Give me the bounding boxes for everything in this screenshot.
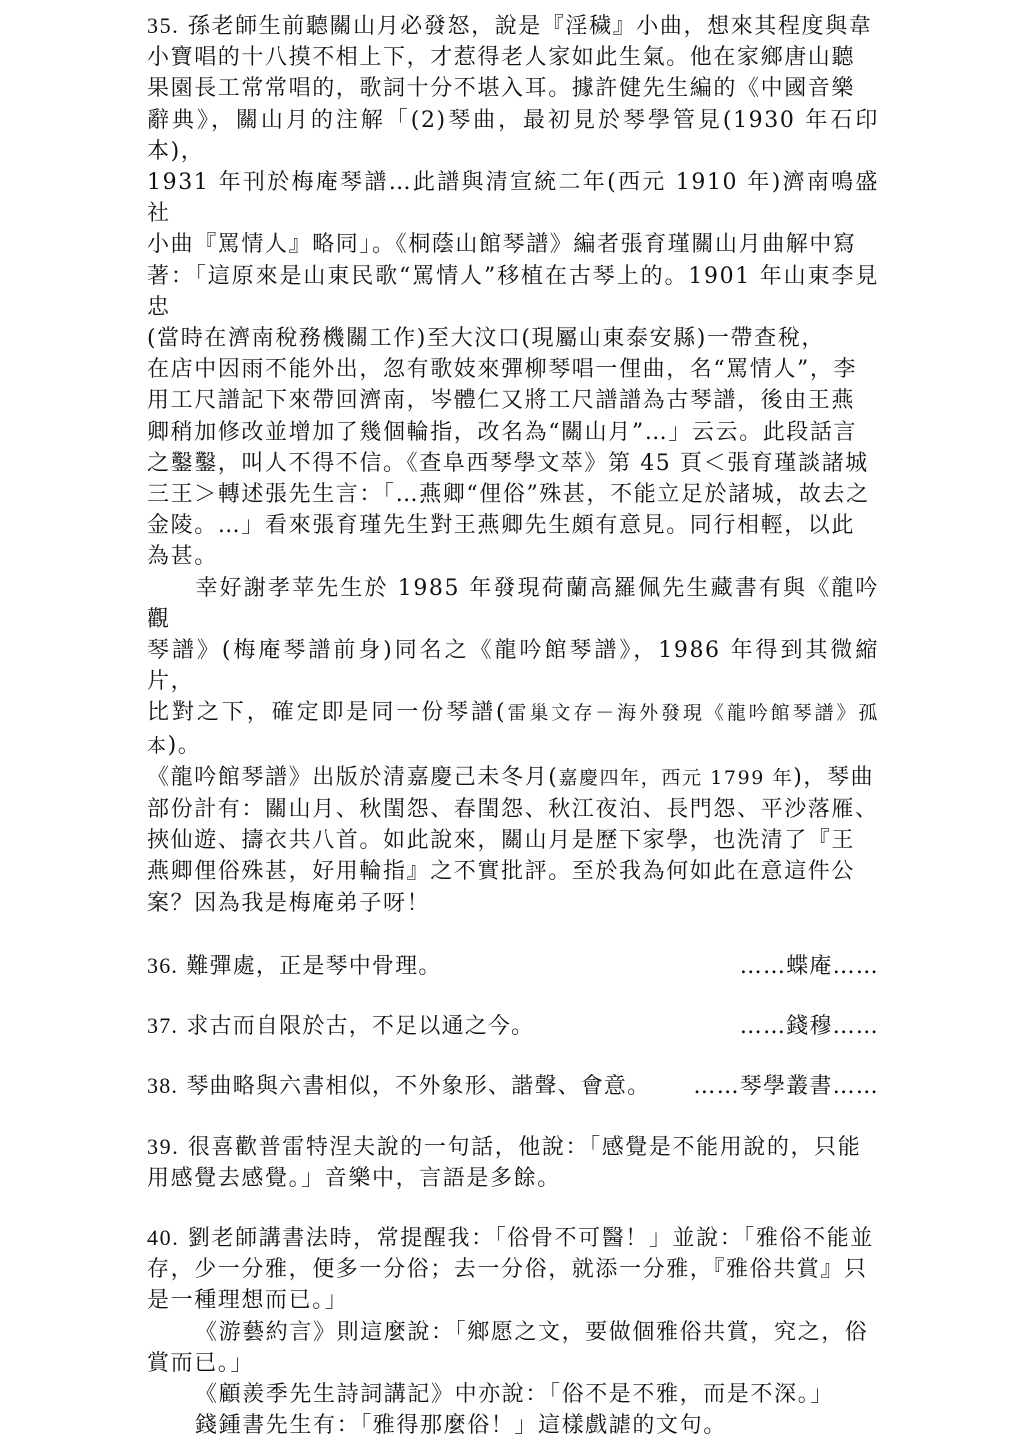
- text-line: 很喜歡普雷特涅夫說的一句話，他說：「感覺是不能用說的，只能: [187, 1134, 862, 1160]
- text-line: 賞而已。」: [147, 1350, 255, 1376]
- entry-38: [147, 1070, 879, 1102]
- text-line: 三王＞轉述張先生言：「…燕卿“俚俗”殊甚，不能立足於諸城，故去之: [147, 482, 870, 508]
- entry-number: 36.: [147, 952, 179, 978]
- text-line: 在店中因雨不能外出，忽有歌妓來彈柳琴唱一俚曲，名“罵情人”，李: [147, 357, 858, 383]
- text-line: 琴譜》(梅庵琴譜前身)同名之《龍吟館琴譜》，1986 年得到其微縮片，: [147, 638, 879, 695]
- attribution: ……琴學叢書……: [693, 1074, 879, 1100]
- quote-text: 難彈處，正是琴中骨理。: [186, 953, 442, 979]
- text-line: 用感覺去感覺。」音樂中，言語是多餘。: [147, 1165, 561, 1191]
- text-line: 部份計有：關山月、秋閨怨、春閨怨、秋江夜泊、長門怨、平沙落雁、: [147, 797, 879, 823]
- text-line: 小曲『罵情人』略同」。《桐蔭山館琴譜》編者張育瑾關山月曲解中寫: [147, 232, 857, 258]
- entry-number: 40.: [147, 1224, 180, 1250]
- attribution: ……錢穆……: [739, 1014, 879, 1040]
- text-line: 幸好謝孝苹先生於 1985 年發現荷蘭高羅佩先生藏書有與《龍吟觀: [147, 575, 879, 632]
- text-line: 《龍吟館琴譜》出版於清嘉慶己未冬月(: [147, 764, 559, 790]
- text-line: 用工尺譜記下來帶回濟南，岑體仁又將工尺譜譜為古琴譜，後由王燕: [147, 388, 856, 414]
- text-line: 1931 年刊於梅庵琴譜…此譜與清宣統二年(西元 1910 年)濟南鳴盛社: [147, 170, 879, 227]
- text-line: (當時在濟南稅務機關工作)至大汶口(現屬山東泰安縣)一帶查稅，: [147, 326, 825, 352]
- text-line: 卿稍加修改並增加了幾個輪指，改名為“關山月”…」云云。此段話言: [147, 419, 858, 445]
- entry-40: [147, 1222, 879, 1441]
- text-line: 挾仙遊、擣衣共八首。如此說來，關山月是歷下家學，也洗清了『王: [147, 828, 856, 854]
- text-line: 是一種理想而已。」: [147, 1288, 349, 1314]
- entry-40-paragraph-4: [147, 1410, 879, 1441]
- entry-37-text: [147, 1010, 534, 1042]
- inline-note: 雷巢文存－海外發現《龍吟館琴譜》孤本: [147, 702, 879, 757]
- text-line: 錢鍾書先生有：「雅得那麼俗！」這樣戲謔的文句。: [195, 1413, 727, 1439]
- entry-number: 35.: [147, 13, 180, 38]
- text-line: 存，少一分雅，便多一分俗；去一分俗，就添一分雅，『雅俗共賞』只: [147, 1257, 868, 1283]
- entry-39: [147, 1131, 879, 1194]
- entry-number: 38.: [147, 1073, 179, 1099]
- attribution: ……蝶庵……: [739, 953, 879, 979]
- text-line: 為甚。: [147, 544, 218, 570]
- text-line: 之鑿鑿，叫人不得不信。《查阜西琴學文萃》第 45 頁＜張育瑾談諸城: [147, 450, 869, 476]
- text-line: 小寶唱的十八摸不相上下，才惹得老人家如此生氣。他在家鄉唐山聽: [147, 45, 856, 71]
- entry-40-paragraph-2: [147, 1317, 879, 1379]
- document-page: [147, 10, 879, 1441]
- text-line: 金陵。…」看來張育瑾先生對王燕卿先生頗有意見。同行相輕，以此: [147, 513, 856, 539]
- text-line: 著：「這原來是山東民歌“罵情人”移植在古琴上的。1901 年山東李見忠: [147, 263, 879, 320]
- text-line: 辭典》，關山月的注解「(2)琴曲，最初見於琴學管見(1930 年石印本)，: [147, 107, 879, 164]
- entry-number: 39.: [147, 1133, 180, 1159]
- entry-38-text: [147, 1070, 650, 1102]
- entry-40-paragraph-3: [147, 1379, 879, 1410]
- text-line: 比對之下，確定即是同一份琴譜(: [147, 700, 507, 726]
- text-line: 果園長工常常唱的，歌詞十分不堪入耳。據許健先生編的《中國音樂: [147, 76, 856, 102]
- entry-36-text: [147, 950, 442, 982]
- inline-note: 嘉慶四年，西元 1799 年: [558, 766, 794, 789]
- entry-40-paragraph-1: [147, 1222, 879, 1317]
- text-line: )，琴曲: [793, 764, 875, 790]
- text-line: )。: [167, 732, 202, 758]
- quote-text: 琴曲略與六書相似，不外象形、諧聲、會意。: [186, 1074, 651, 1100]
- text-line: 孫老師生前聽關山月必發怒，說是『淫穢』小曲，想來其程度與韋: [187, 14, 873, 39]
- text-line: 《游藝約言》則這麼說：「鄉愿之文，要做個雅俗共賞，究之，俗: [195, 1319, 869, 1345]
- entry-36: [147, 950, 879, 982]
- text-line: 劉老師講書法時，常提醒我：「俗骨不可醫！」並說：「雅俗不能並: [187, 1225, 874, 1251]
- entry-37: [147, 1010, 879, 1042]
- entry-35: [147, 10, 879, 919]
- text-line: 《顧羨季先生詩詞講記》中亦說：「俗不是不雅，而是不深。」: [195, 1381, 834, 1407]
- entry-35-paragraph-1: [147, 10, 879, 573]
- entry-35-paragraph-2: [147, 573, 879, 919]
- text-line: 案？因為我是梅庵弟子呀！: [147, 890, 431, 916]
- text-line: 燕卿俚俗殊甚，好用輪指』之不實批評。至於我為何如此在意這件公: [147, 859, 856, 885]
- quote-text: 求古而自限於古，不足以通之今。: [186, 1014, 535, 1040]
- entry-number: 37.: [147, 1013, 179, 1039]
